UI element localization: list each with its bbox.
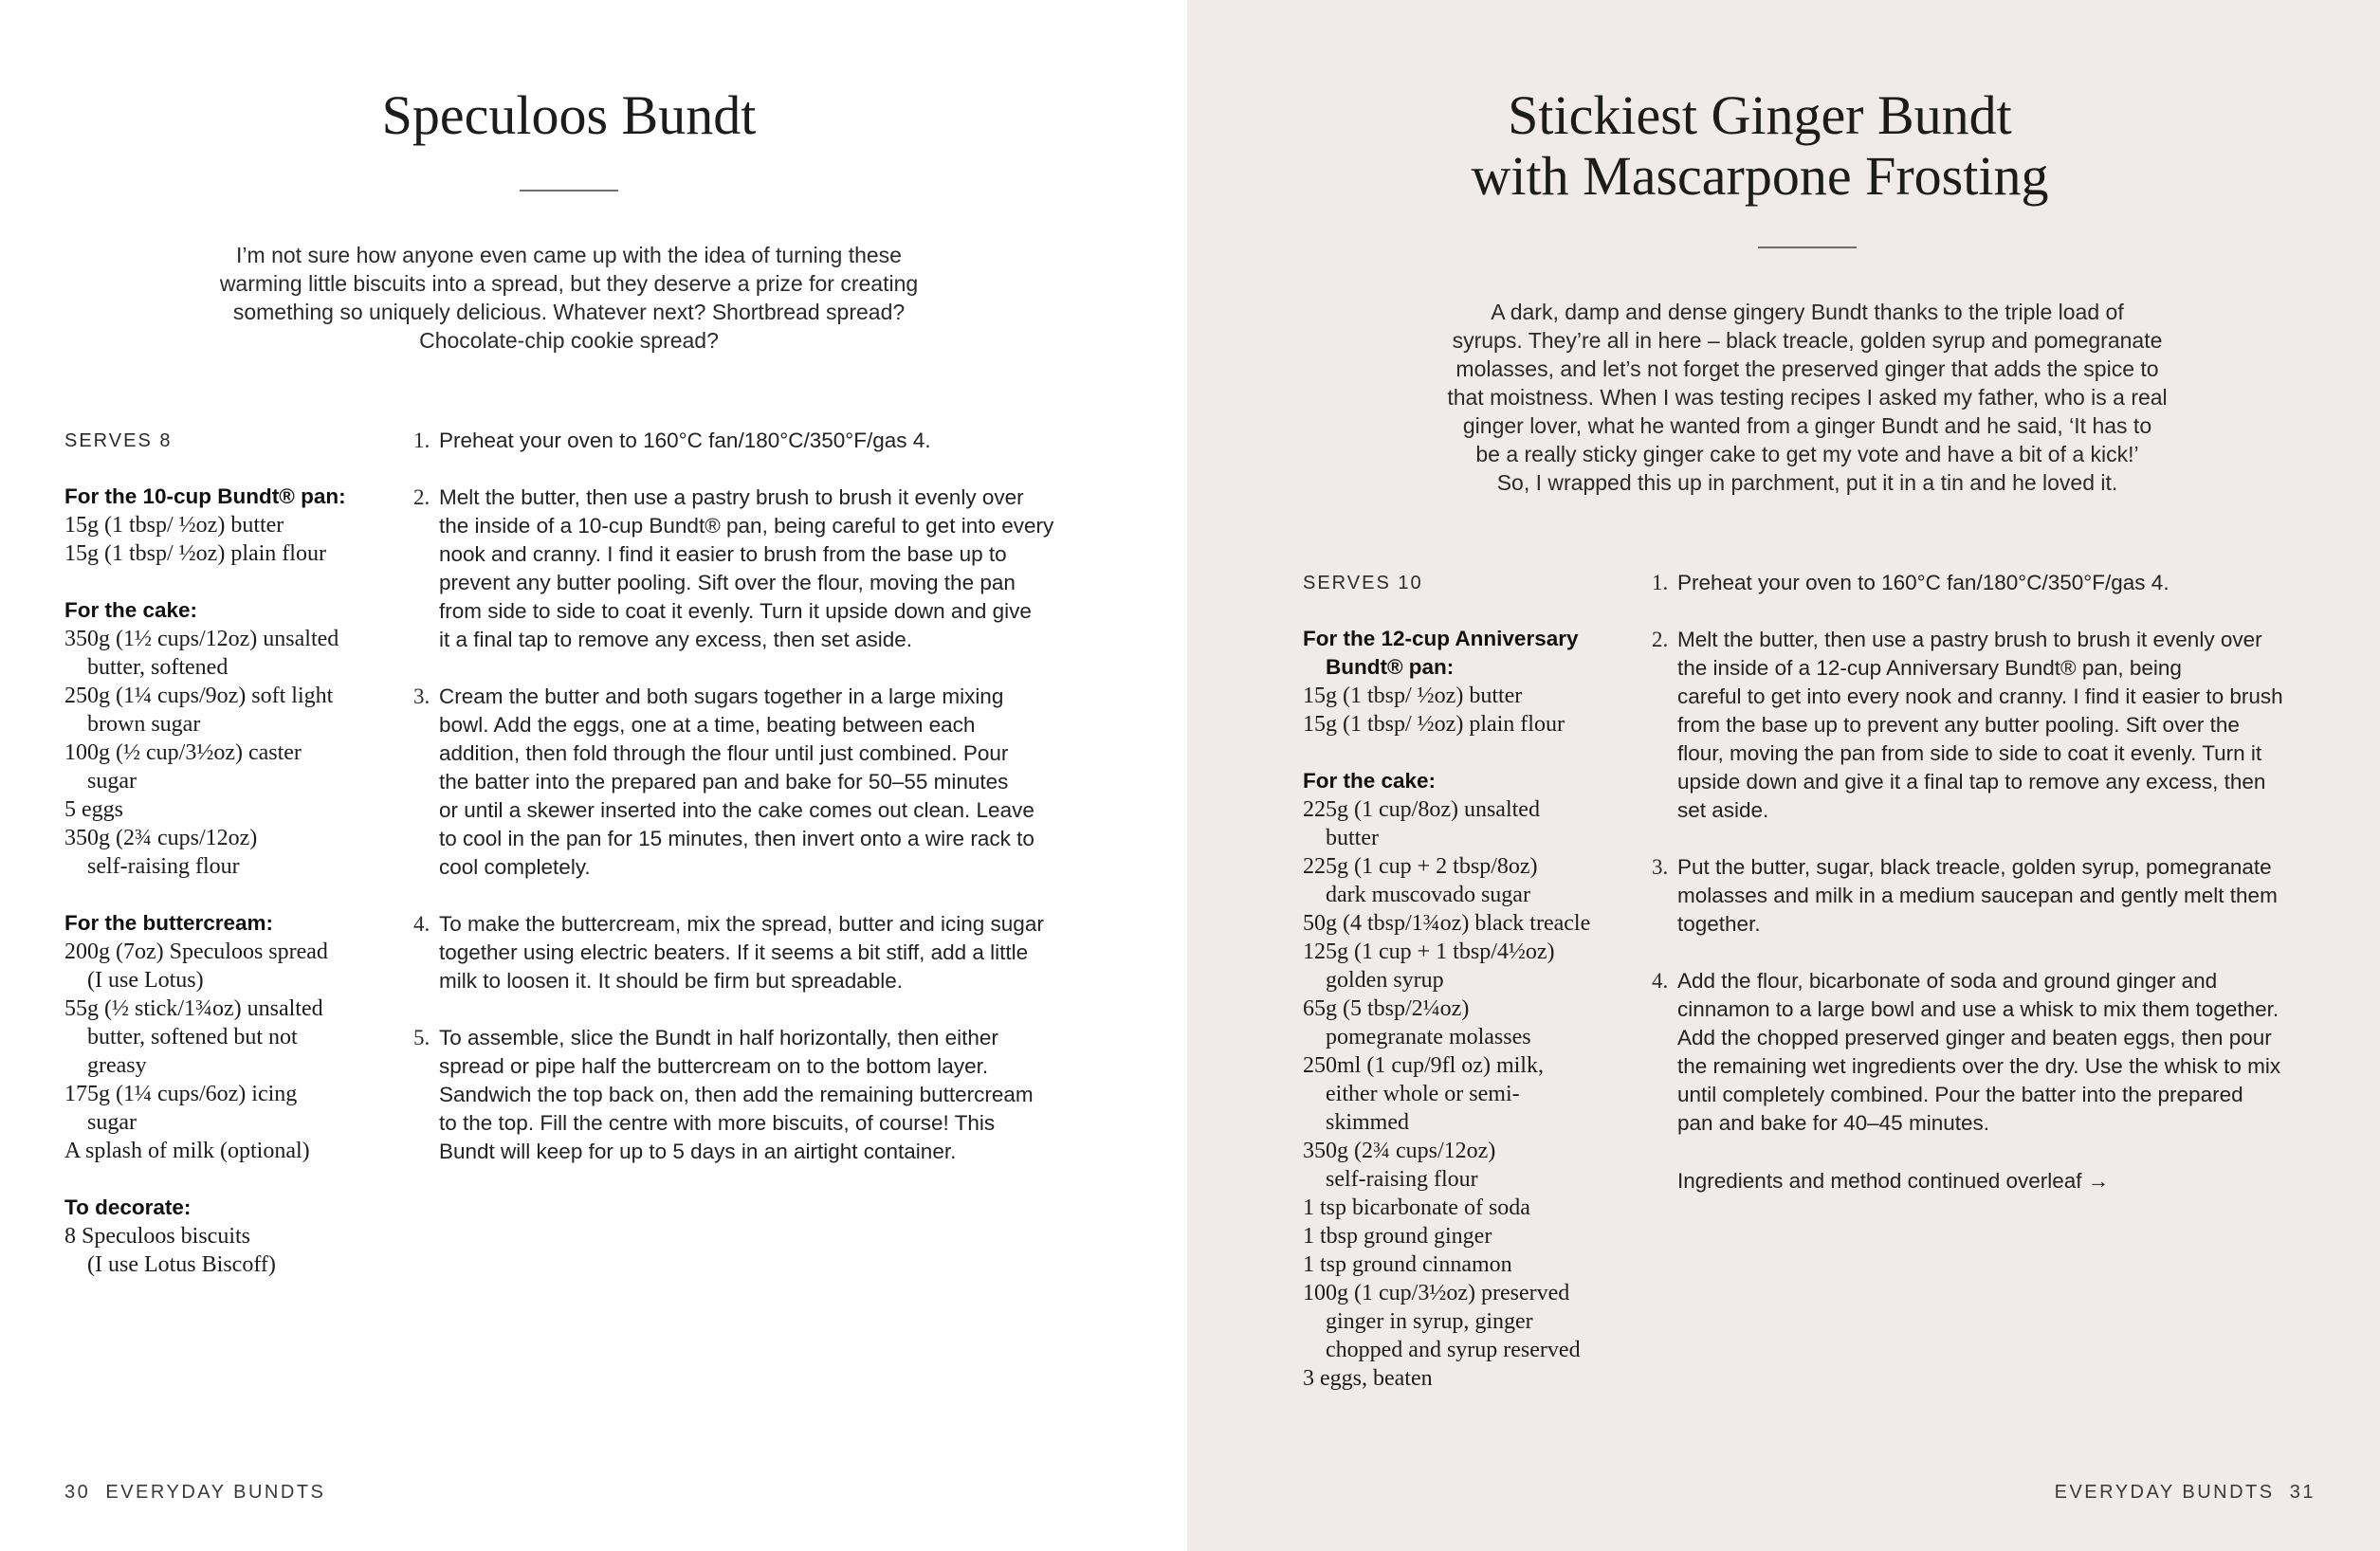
ingredient-line: 125g (1 cup + 1 tbsp/4½oz): [1303, 940, 1555, 964]
method-step: [1652, 569, 2372, 597]
ingredient-group-heading: [1303, 767, 1644, 795]
intro-line: So, I wrapped this up in parchment, put it in a tin and he loved it.: [1496, 470, 2118, 495]
ingredient-line: greasy: [87, 1053, 147, 1078]
continued-note: Ingredients and method continued overleaf →: [1677, 1169, 2110, 1193]
ingredient-item: [64, 795, 406, 824]
heading-line: For the cake:: [64, 598, 198, 622]
method-step: [413, 484, 1172, 654]
step-text: [1677, 626, 2372, 825]
ingredient-line: dark muscovado sugar: [1326, 883, 1530, 907]
ingredient-group: [1303, 767, 1644, 1393]
step-line: the remaining wet ingredients over the dry. Use the whisk to mix: [1677, 1054, 2281, 1078]
ingredient-line: 55g (½ stick/1¾oz) unsalted: [64, 996, 323, 1021]
ingredient-line: 3 eggs, beaten: [1303, 1366, 1433, 1391]
step-text: [1677, 569, 2372, 597]
step-line: Cream the butter and both sugars together in a large mixing: [439, 684, 1004, 708]
heading-line: To decorate:: [64, 1195, 192, 1219]
step-number: 5.: [413, 1026, 430, 1049]
section-name: EVERYDAY BUNDTS: [2054, 1482, 2275, 1503]
ingredient-item: [1303, 1250, 1644, 1279]
ingredient-item: [1303, 852, 1644, 909]
ingredient-group-heading: [64, 596, 406, 625]
step-text: [439, 683, 1172, 882]
step-line: to the top. Fill the centre with more biscuits, of course! This: [439, 1111, 996, 1135]
step-line: or until a skewer inserted into the cake comes out clean. Leave: [439, 798, 1034, 822]
ingredient-group: [1303, 625, 1644, 739]
ingredient-line: butter, softened: [87, 655, 229, 680]
method-list: [413, 427, 1172, 1195]
ingredient-item: [64, 1080, 406, 1137]
heading-line: For the 10-cup Bundt® pan:: [64, 484, 346, 508]
step-line: cool completely.: [439, 855, 591, 879]
method-step: [1652, 967, 2372, 1138]
step-line: the batter into the prepared pan and bake for 50–55 minutes: [439, 770, 1009, 794]
step-number: 2.: [413, 485, 430, 509]
ingredient-line: sugar: [87, 769, 137, 794]
recipe-title: [1286, 85, 2234, 207]
ingredient-group-heading: [1303, 625, 1644, 682]
step-line: cinnamon to a large bowl and use a whisk to mix them together.: [1677, 997, 2279, 1021]
step-line: prevent any butter pooling. Sift over the flour, moving the pan: [439, 571, 1016, 594]
intro-line: something so uniquely delicious. Whatever next? Shortbread spread?: [232, 300, 906, 324]
method-step: [413, 1024, 1172, 1166]
intro-line: Chocolate-chip cookie spread?: [419, 328, 719, 353]
step-line: Put the butter, sugar, black treacle, golden syrup, pomegranate: [1677, 855, 2272, 879]
ingredient-item: [64, 938, 406, 994]
ingredient-line: sugar: [87, 1110, 137, 1135]
step-line: To assemble, slice the Bundt in half horizontally, then either: [439, 1026, 998, 1049]
ingredient-line: 100g (½ cup/3½oz) caster: [64, 740, 302, 765]
step-line: careful to get into every nook and cranny. I find it easier to brush: [1677, 684, 2283, 708]
ingredient-item: [1303, 682, 1644, 710]
step-line: Sandwich the top back on, then add the remaining buttercream: [439, 1083, 1034, 1106]
heading-line: For the 12-cup Anniversary: [1303, 627, 1579, 650]
step-line: Preheat your oven to 160°C fan/180°C/350°F/gas 4.: [1677, 571, 2169, 594]
intro-line: warming little biscuits into a spread, but they deserve a prize for creating: [219, 271, 919, 296]
ingredient-group: [64, 483, 406, 568]
heading-line: For the buttercream:: [64, 911, 274, 935]
ingredient-item: [64, 824, 406, 881]
step-text: [439, 484, 1172, 654]
ingredient-item: [1303, 1051, 1644, 1137]
ingredient-line: 1 tbsp ground ginger: [1303, 1224, 1492, 1249]
serves-label: SERVES 8: [64, 430, 173, 451]
step-line: it a final tap to remove any excess, then set aside.: [439, 628, 913, 651]
ingredient-line: self-raising flour: [1326, 1167, 1478, 1192]
ingredient-item: [1303, 909, 1644, 938]
step-line: Add the chopped preserved ginger and beaten eggs, then pour: [1677, 1026, 2272, 1049]
ingredient-line: golden syrup: [1326, 968, 1444, 993]
ingredient-item: [1303, 938, 1644, 994]
ingredient-line: 65g (5 tbsp/2¼oz): [1303, 996, 1470, 1021]
ingredient-group-heading: [64, 909, 406, 938]
step-line: Melt the butter, then use a pastry brush to brush it evenly over: [1677, 628, 2262, 651]
method-step: [1652, 626, 2372, 825]
ingredient-line: 225g (1 cup + 2 tbsp/8oz): [1303, 854, 1538, 879]
step-number: 2.: [1652, 628, 1669, 651]
step-text: [1677, 967, 2372, 1138]
ingredient-item: [1303, 1194, 1644, 1222]
page-number: 30: [64, 1482, 91, 1503]
page-footer: [64, 1478, 325, 1506]
step-line: flour, moving the pan from side to side to coat it evenly. Turn it: [1677, 741, 2262, 765]
step-line: from side to side to coat it evenly. Turn it upside down and give: [439, 599, 1032, 623]
step-line: addition, then fold through the flour until just combined. Pour: [439, 741, 1009, 765]
step-line: milk to loosen it. It should be firm but spreadable.: [439, 969, 904, 993]
ingredient-line: 225g (1 cup/8oz) unsalted: [1303, 797, 1540, 822]
step-line: Melt the butter, then use a pastry brush to brush it evenly over: [439, 485, 1024, 509]
ingredient-group-heading: [64, 483, 406, 511]
ingredient-item: [64, 511, 406, 539]
ingredient-line: butter: [1326, 826, 1379, 850]
ingredient-item: [64, 682, 406, 739]
ingredient-line: 350g (2¾ cups/12oz): [1303, 1139, 1496, 1163]
ingredient-line: either whole or semi-: [1326, 1082, 1520, 1106]
step-line: upside down and give it a final tap to remove any excess, then: [1677, 770, 2266, 794]
recipe-intro: [142, 241, 996, 355]
ingredient-line: 250g (1¼ cups/9oz) soft light: [64, 684, 334, 708]
recipe-title: [95, 85, 1043, 146]
ingredient-line: A splash of milk (optional): [64, 1139, 310, 1163]
step-text: [439, 1024, 1172, 1166]
page-footer: [2055, 1478, 2316, 1506]
step-line: from the base up to prevent any butter pooling. Sift over the: [1677, 713, 2240, 737]
step-line: to cool in the pan for 15 minutes, then invert onto a wire rack to: [439, 827, 1034, 850]
intro-line: molasses, and let’s not forget the preserved ginger that adds the spice to: [1455, 356, 2159, 381]
ingredient-line: 175g (1¼ cups/6oz) icing: [64, 1082, 298, 1106]
step-line: together using electric beaters. If it seems a bit stiff, add a little: [439, 940, 1029, 964]
ingredient-line: ginger in syrup, ginger: [1326, 1309, 1533, 1334]
step-text: [439, 427, 1172, 455]
step-text: [1677, 853, 2372, 939]
ingredient-item: [1303, 1279, 1644, 1364]
ingredient-line: 250ml (1 cup/9fl oz) milk,: [1303, 1053, 1544, 1078]
ingredient-item: [64, 739, 406, 795]
ingredient-item: [1303, 1222, 1644, 1250]
method-step: [1652, 853, 2372, 939]
ingredient-item: [1303, 710, 1644, 739]
step-text: [439, 910, 1172, 995]
ingredients-list: [1303, 625, 1644, 1421]
step-line: To make the buttercream, mix the spread, butter and icing sugar: [439, 912, 1044, 936]
step-number: 4.: [1652, 969, 1669, 993]
title-line: Stickiest Ginger Bundt: [1508, 84, 2012, 146]
intro-line: I’m not sure how anyone even came up with the idea of turning these: [236, 243, 902, 267]
ingredient-item: [1303, 994, 1644, 1051]
left-page: [0, 0, 1187, 1551]
ingredient-line: 8 Speculoos biscuits: [64, 1224, 250, 1249]
ingredient-line: (I use Lotus Biscoff): [87, 1252, 276, 1277]
step-line: Preheat your oven to 160°C fan/180°C/350°F/gas 4.: [439, 429, 931, 452]
ingredient-line: 350g (1½ cups/12oz) unsalted: [64, 627, 339, 651]
ingredient-item: [64, 1222, 406, 1279]
ingredient-line: brown sugar: [87, 712, 201, 737]
method-list: [1652, 569, 2372, 1166]
step-line: spread or pipe half the buttercream on to the bottom layer.: [439, 1054, 989, 1078]
ingredient-line: (I use Lotus): [87, 968, 204, 993]
intro-line: be a really sticky ginger cake to get my vote and have a bit of a kick!’: [1475, 442, 2139, 466]
section-name: EVERYDAY BUNDTS: [105, 1482, 326, 1503]
method-step: [413, 683, 1172, 882]
recipe-intro: [1333, 298, 2281, 497]
intro-line: ginger lover, what he wanted from a ginger Bundt and he said, ‘It has to: [1462, 413, 2152, 438]
title-line: Speculoos Bundt: [381, 84, 757, 146]
step-line: pan and bake for 40–45 minutes.: [1677, 1111, 1989, 1135]
ingredient-line: 200g (7oz) Speculoos spread: [64, 940, 328, 964]
ingredient-line: 15g (1 tbsp/ ½oz) plain flour: [1303, 712, 1565, 737]
page-number: 31: [2289, 1482, 2316, 1503]
step-line: until completely combined. Pour the batter into the prepared: [1677, 1083, 2243, 1106]
ingredient-item: [64, 625, 406, 682]
heading-line: Bundt® pan:: [1326, 655, 1455, 679]
ingredient-item: [1303, 1364, 1644, 1393]
ingredient-group-heading: [64, 1194, 406, 1222]
ingredient-line: self-raising flour: [87, 854, 240, 879]
ingredient-item: [1303, 1137, 1644, 1194]
step-number: 3.: [1652, 855, 1669, 879]
intro-line: A dark, damp and dense gingery Bundt thanks to the triple load of: [1491, 300, 2124, 324]
ingredient-line: 15g (1 tbsp/ ½oz) plain flour: [64, 541, 326, 566]
ingredient-item: [64, 994, 406, 1080]
step-line: the inside of a 12-cup Anniversary Bundt® pan, being: [1677, 656, 2182, 680]
step-line: together.: [1677, 912, 1761, 936]
serves-label: SERVES 10: [1303, 573, 1423, 593]
step-line: nook and cranny. I find it easier to brush from the base up to: [439, 542, 1007, 566]
ingredient-line: 50g (4 tbsp/1¾oz) black treacle: [1303, 911, 1591, 936]
right-page: [1187, 0, 2380, 1551]
step-number: 1.: [413, 429, 430, 452]
ingredient-group: [64, 596, 406, 881]
ingredient-item: [64, 1137, 406, 1165]
ingredient-line: skimmed: [1326, 1110, 1409, 1135]
ingredient-line: 350g (2¾ cups/12oz): [64, 826, 258, 850]
step-line: Add the flour, bicarbonate of soda and ground ginger and: [1677, 969, 2218, 993]
intro-line: syrups. They’re all in here – black treacle, golden syrup and pomegranate: [1452, 328, 2163, 353]
method-step: [413, 910, 1172, 995]
heading-line: For the cake:: [1303, 769, 1437, 793]
intro-line: that moistness. When I was testing recipes I asked my father, who is a real: [1447, 385, 2168, 410]
ingredients-list: [64, 483, 406, 1307]
ingredient-item: [1303, 795, 1644, 852]
ingredient-line: chopped and syrup reserved: [1326, 1338, 1581, 1362]
title-divider: [1758, 246, 1857, 248]
title-line: with Mascarpone Frosting: [1471, 145, 2049, 207]
step-line: the inside of a 10-cup Bundt® pan, being careful to get into every: [439, 514, 1054, 538]
step-line: set aside.: [1677, 798, 1769, 822]
ingredient-line: 1 tsp ground cinnamon: [1303, 1252, 1512, 1277]
method-step: [413, 427, 1172, 455]
step-line: molasses and milk in a medium saucepan and gently melt them: [1677, 884, 2278, 907]
ingredient-line: 5 eggs: [64, 797, 123, 822]
ingredient-line: butter, softened but not: [87, 1025, 298, 1049]
step-line: Bundt will keep for up to 5 days in an airtight container.: [439, 1140, 957, 1163]
ingredient-line: 15g (1 tbsp/ ½oz) butter: [1303, 684, 1523, 708]
ingredient-group: [64, 1194, 406, 1279]
step-number: 1.: [1652, 571, 1669, 594]
title-divider: [520, 190, 618, 192]
step-line: bowl. Add the eggs, one at a time, beating between each: [439, 713, 976, 737]
ingredient-line: 15g (1 tbsp/ ½oz) butter: [64, 513, 284, 538]
ingredient-line: pomegranate molasses: [1326, 1025, 1531, 1049]
step-number: 4.: [413, 912, 430, 936]
step-number: 3.: [413, 684, 430, 708]
ingredient-line: 1 tsp bicarbonate of soda: [1303, 1195, 1530, 1220]
ingredient-line: 100g (1 cup/3½oz) preserved: [1303, 1281, 1570, 1305]
ingredient-item: [64, 539, 406, 568]
ingredient-group: [64, 909, 406, 1165]
